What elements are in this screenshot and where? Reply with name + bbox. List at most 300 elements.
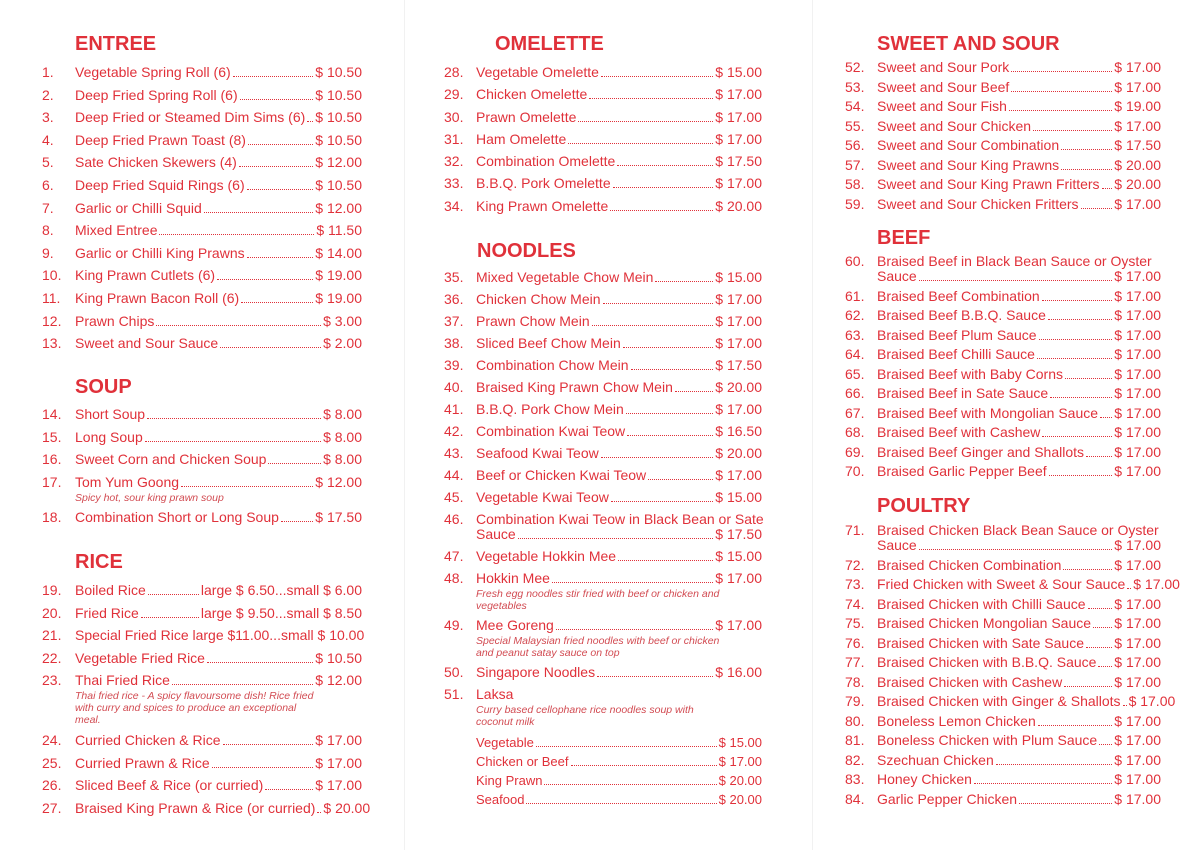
item-number: 8. <box>42 222 54 239</box>
item-number: 44. <box>444 467 464 483</box>
item-size-prices: large $ 9.50...small $ 8.50 <box>200 604 362 621</box>
item-name: King Prawn Cutlets (6) <box>75 267 216 284</box>
item-price: $ 19.00 <box>1114 98 1161 114</box>
item-name: Sweet and Sour Beef <box>877 78 1010 95</box>
item-number: 63. <box>845 326 865 343</box>
item-name: Braised Beef Plum Sauce <box>877 326 1037 343</box>
item-number: 67. <box>845 404 865 421</box>
item-number: 14. <box>42 406 62 422</box>
menu-item <box>42 87 362 104</box>
section-title-omelette: OMELETTE <box>495 33 604 55</box>
item-name: Sweet and Sour Pork <box>877 59 1010 75</box>
option-name: Seafood <box>476 792 525 807</box>
leader-dots <box>145 441 321 442</box>
item-price: $ 17.00 <box>715 108 762 125</box>
item-name: Mixed Vegetable Chow Mein <box>476 269 654 285</box>
leader-dots <box>1127 588 1131 589</box>
item-name-continued: Sauce <box>476 526 516 542</box>
entree-list <box>42 64 362 358</box>
beef-list <box>845 253 1161 483</box>
leader-dots <box>578 121 713 122</box>
leader-dots <box>241 302 313 303</box>
leader-dots <box>518 538 714 539</box>
leader-dots <box>1011 71 1112 72</box>
menu-item-line <box>845 98 1161 115</box>
item-name: Braised Chicken Combination <box>877 556 1062 573</box>
menu-item-line <box>444 379 762 396</box>
item-number: 77. <box>845 654 865 670</box>
item-name: Boneless Lemon Chicken <box>877 712 1036 729</box>
leader-dots <box>181 486 313 487</box>
item-number: 72. <box>845 556 865 573</box>
menu-item <box>42 267 362 284</box>
menu-item <box>845 59 1161 76</box>
leader-dots <box>1063 569 1112 570</box>
panel-fold-left <box>404 0 405 850</box>
leader-dots <box>631 369 714 370</box>
menu-item-line <box>42 313 362 330</box>
menu-item-line <box>845 176 1161 193</box>
item-name: Sliced Beef & Rice (or curried) <box>75 777 264 794</box>
item-price: $ 17.00 <box>1114 385 1161 401</box>
menu-item-line <box>444 617 762 634</box>
item-name: Laksa <box>476 686 514 702</box>
item-price: $ 17.00 <box>1114 117 1161 134</box>
leader-dots <box>1019 803 1112 804</box>
item-name-continued: Sauce <box>877 268 917 284</box>
item-number: 36. <box>444 291 464 307</box>
item-name: Braised Beef in Black Bean Sauce or Oyster <box>877 253 1152 269</box>
item-price: $ 20.00 <box>715 197 762 214</box>
menu-item-line <box>42 451 362 468</box>
menu-item-line <box>42 605 362 622</box>
menu-item <box>42 200 362 217</box>
item-price: $ 15.00 <box>715 269 762 285</box>
menu-item-line <box>444 64 762 81</box>
item-price: $ 10.50 <box>315 131 362 148</box>
menu-item-line <box>845 463 1161 480</box>
menu-item-line <box>42 222 362 239</box>
menu-item-line <box>444 131 762 148</box>
menu-item <box>42 406 362 423</box>
menu-item <box>42 582 362 599</box>
menu-item-line <box>444 313 762 330</box>
item-number: 62. <box>845 307 865 323</box>
item-number: 12. <box>42 312 62 329</box>
menu-item-line <box>845 327 1161 344</box>
leader-dots <box>1088 608 1113 609</box>
item-number: 17. <box>42 473 62 490</box>
option-price: $ 20.00 <box>718 792 762 807</box>
item-name: Braised Beef with Baby Corns <box>877 365 1063 382</box>
menu-item <box>845 385 1161 402</box>
item-name: Sweet and Sour Chicken Fritters <box>877 195 1079 212</box>
item-price: $ 12.00 <box>315 199 362 216</box>
menu-item <box>42 732 362 749</box>
section-title-noodles: NOODLES <box>477 240 576 262</box>
item-name: Vegetable Hokkin Mee <box>476 548 617 564</box>
item-name: Braised Chicken Mongolian Sauce <box>877 615 1092 631</box>
item-price: $ 17.00 <box>1114 59 1161 75</box>
item-number: 46. <box>444 511 464 527</box>
item-number: 38. <box>444 335 464 351</box>
menu-item-line <box>42 406 362 423</box>
item-name: Ham Omelette <box>476 130 567 147</box>
menu-item <box>444 86 762 103</box>
menu-item <box>444 335 762 352</box>
item-number: 58. <box>845 176 865 192</box>
item-name: King Prawn Bacon Roll (6) <box>75 289 240 306</box>
item-description: Spicy hot, sour king prawn soup <box>75 491 224 504</box>
menu-item-line <box>845 59 1161 76</box>
leader-dots <box>1064 686 1112 687</box>
leader-dots <box>996 764 1113 765</box>
leader-dots <box>1033 130 1112 131</box>
item-price: $ 15.00 <box>715 64 762 80</box>
item-number: 48. <box>444 570 464 586</box>
noodles-list <box>444 269 762 813</box>
leader-dots <box>1099 744 1112 745</box>
menu-item-line <box>42 509 362 526</box>
item-price: $ 8.00 <box>323 428 362 445</box>
item-name: Prawn Chow Mein <box>476 313 590 329</box>
menu-item-line <box>444 526 762 543</box>
item-number: 52. <box>845 59 865 75</box>
leader-dots <box>617 165 713 166</box>
item-name: Long Soup <box>75 428 143 445</box>
item-number: 24. <box>42 731 62 748</box>
leader-dots <box>1042 300 1113 301</box>
item-name: Sliced Beef Chow Mein <box>476 335 621 351</box>
menu-item-line <box>845 196 1161 213</box>
item-price: $ 17.00 <box>1114 615 1161 631</box>
item-price: $ 17.00 <box>1114 346 1161 362</box>
item-number: 5. <box>42 154 54 171</box>
menu-item <box>845 424 1161 441</box>
menu-item-line <box>845 713 1161 730</box>
menu-item-line <box>444 291 762 308</box>
leader-dots <box>610 210 713 211</box>
leader-dots <box>592 325 714 326</box>
item-price: $ 17.00 <box>715 175 762 192</box>
leader-dots <box>223 744 314 745</box>
item-price: $ 17.50 <box>315 509 362 526</box>
sweet-and-sour-list <box>845 59 1161 215</box>
item-name: Braised Chicken with B.B.Q. Sauce <box>877 654 1097 670</box>
menu-item-line <box>42 755 362 772</box>
item-description: Fresh egg noodles stir fried with beef or chicken and vegetables <box>476 588 720 612</box>
item-name: Curried Chicken & Rice <box>75 731 221 748</box>
item-price: $ 17.00 <box>715 313 762 329</box>
item-number: 45. <box>444 489 464 505</box>
menu-item <box>444 445 762 462</box>
leader-dots <box>526 803 716 804</box>
leader-dots <box>217 279 313 280</box>
menu-item-line <box>42 200 362 217</box>
menu-item <box>42 777 362 794</box>
item-name: Combination Kwai Teow <box>476 423 626 439</box>
menu-item-line <box>42 267 362 284</box>
item-number: 15. <box>42 428 62 445</box>
menu-item-line <box>444 357 762 374</box>
item-name: Braised Beef Chilli Sauce <box>877 346 1035 362</box>
leader-dots <box>623 347 714 348</box>
item-number: 30. <box>444 108 464 125</box>
menu-item <box>42 451 362 468</box>
item-price: $ 19.00 <box>315 289 362 306</box>
menu-item-line <box>444 401 762 418</box>
menu-item <box>42 335 362 352</box>
leader-dots <box>1011 91 1112 92</box>
item-name: Sweet and Sour Sauce <box>75 335 219 352</box>
item-number: 22. <box>42 649 62 666</box>
item-name: Deep Fried Spring Roll (6) <box>75 86 238 103</box>
menu-item-line <box>845 654 1161 671</box>
menu-item-line <box>42 650 362 667</box>
item-name: Braised Beef Combination <box>877 287 1040 304</box>
menu-item <box>444 153 762 170</box>
menu-item-line <box>845 732 1161 749</box>
leader-dots <box>1102 188 1113 189</box>
menu-item-line <box>845 537 1161 554</box>
item-number: 4. <box>42 131 54 148</box>
leader-dots <box>568 143 713 144</box>
item-name-continued: Sauce <box>877 537 917 553</box>
laksa-option <box>476 789 762 808</box>
item-price: $ 10.50 <box>315 649 362 666</box>
menu-item <box>845 771 1161 788</box>
item-number: 6. <box>42 176 54 193</box>
section-title-poultry: POULTRY <box>877 495 971 517</box>
item-name: Garlic or Chilli King Prawns <box>75 244 245 261</box>
item-price: $ 17.00 <box>1114 732 1161 748</box>
leader-dots <box>556 629 713 630</box>
item-number: 13. <box>42 335 62 352</box>
item-price: $ 17.00 <box>715 401 762 417</box>
item-name: Vegetable Fried Rice <box>75 649 205 666</box>
menu-item <box>845 463 1161 480</box>
leader-dots <box>627 435 713 436</box>
section-title-entree: ENTREE <box>75 33 157 55</box>
menu-item-line <box>845 791 1161 808</box>
menu-item <box>845 596 1161 613</box>
menu-item <box>845 522 1161 554</box>
menu-item <box>845 327 1161 344</box>
menu-item-line <box>845 752 1161 769</box>
menu-item <box>845 288 1161 305</box>
item-number: 26. <box>42 777 62 794</box>
menu-item <box>444 109 762 126</box>
item-price: $ 3.00 <box>323 312 362 329</box>
menu-item <box>42 672 362 726</box>
menu-item-line <box>845 615 1161 632</box>
item-number: 9. <box>42 244 54 261</box>
menu-item-line <box>845 596 1161 613</box>
item-name: B.B.Q. Pork Chow Mein <box>476 401 624 417</box>
item-name: B.B.Q. Pork Omelette <box>476 175 611 192</box>
item-size-prices: large $ 6.50...small $ 6.00 <box>200 582 362 598</box>
item-number: 11. <box>42 289 61 306</box>
panel-fold-right <box>812 0 813 850</box>
item-name: Fried Rice <box>75 604 139 621</box>
menu-item-line <box>845 157 1161 174</box>
item-price: $ 17.00 <box>715 335 762 351</box>
menu-item <box>845 693 1176 710</box>
option-name: Chicken or Beef <box>476 754 569 769</box>
item-name: Prawn Chips <box>75 312 155 329</box>
item-number: 37. <box>444 313 464 329</box>
leader-dots <box>611 501 713 502</box>
leader-dots <box>240 99 314 100</box>
item-name: Chicken Chow Mein <box>476 291 601 307</box>
item-number: 54. <box>845 98 865 114</box>
item-name: Combination Kwai Teow in Black Bean or Sate <box>476 511 764 527</box>
item-price: $ 11.50 <box>316 222 362 239</box>
laksa-option <box>476 770 762 789</box>
leader-dots <box>1037 358 1112 359</box>
item-name: Braised Chicken Black Bean Sauce or Oyster <box>877 522 1159 538</box>
section-title-soup: SOUP <box>75 376 132 398</box>
section-title-rice: RICE <box>75 551 123 573</box>
menu-item-line <box>845 693 1176 710</box>
menu-item-line <box>444 489 762 506</box>
leader-dots <box>552 582 713 583</box>
item-number: 49. <box>444 617 464 633</box>
item-price: $ 17.00 <box>315 777 362 794</box>
menu-item <box>845 654 1161 671</box>
leader-dots <box>147 418 321 419</box>
item-number: 23. <box>42 672 62 689</box>
item-number: 29. <box>444 86 464 103</box>
menu-item <box>845 307 1161 324</box>
item-price: $ 10.50 <box>315 176 362 193</box>
item-price: $ 20.00 <box>1114 176 1161 192</box>
menu-item-line <box>845 385 1161 402</box>
menu-item <box>845 444 1161 461</box>
menu-item <box>42 222 362 239</box>
menu-item-line <box>444 109 762 126</box>
item-name: Deep Fried or Steamed Dim Sims (6) <box>75 109 306 126</box>
item-number: 68. <box>845 424 865 440</box>
item-number: 20. <box>42 604 62 621</box>
leader-dots <box>626 413 713 414</box>
menu-item-line <box>845 118 1161 135</box>
menu-item <box>444 467 762 484</box>
menu-item-line <box>444 570 762 587</box>
menu-item <box>444 198 762 215</box>
item-price: $ 17.00 <box>315 754 362 771</box>
item-name: Sweet and Sour Combination <box>877 137 1060 153</box>
item-number: 76. <box>845 634 865 651</box>
leader-dots <box>1061 149 1112 150</box>
item-name: Hokkin Mee <box>476 570 550 586</box>
menu-item <box>845 615 1161 632</box>
menu-item <box>845 713 1161 730</box>
item-number: 35. <box>444 269 464 285</box>
item-description: Thai fried rice - A spicy flavoursome dish! Rice fried with curry and spices to produce an exceptional meal. <box>75 690 314 727</box>
menu-item <box>845 196 1161 213</box>
item-name: Braised Beef Ginger and Shallots <box>877 443 1085 460</box>
item-price: $ 17.00 <box>715 467 762 483</box>
menu-item <box>845 118 1161 135</box>
item-price: $ 15.00 <box>715 489 762 505</box>
item-number: 41. <box>444 401 464 417</box>
menu-item-line <box>42 64 362 81</box>
item-price: $ 17.00 <box>1114 365 1161 382</box>
leader-dots <box>1042 436 1112 437</box>
item-name: Mee Goreng <box>476 617 554 633</box>
menu-item-line <box>444 153 762 170</box>
leader-dots <box>1093 627 1112 628</box>
leader-dots <box>919 549 1113 550</box>
item-number: 75. <box>845 615 865 631</box>
item-name: Garlic or Chilli Squid <box>75 199 202 216</box>
item-name: Combination Omelette <box>476 153 616 170</box>
menu-item-line <box>845 346 1161 363</box>
item-price: $ 17.00 <box>1114 712 1161 729</box>
menu-item-line <box>42 154 362 171</box>
menu-item-line <box>444 467 762 484</box>
item-name: Braised Beef with Cashew <box>877 424 1041 440</box>
menu-item-line <box>845 557 1161 574</box>
item-name: Braised Chicken with Cashew <box>877 673 1063 690</box>
menu-item <box>42 474 362 504</box>
item-number: 31. <box>444 130 464 147</box>
rice-list <box>42 582 371 822</box>
item-number: 59. <box>845 195 865 212</box>
item-name: Braised Beef with Mongolian Sauce <box>877 404 1099 421</box>
menu-item-line <box>845 444 1161 461</box>
item-number: 57. <box>845 156 865 173</box>
leader-dots <box>281 521 313 522</box>
item-name: Vegetable Spring Roll (6) <box>75 64 231 80</box>
item-price: $ 17.00 <box>1114 404 1161 421</box>
leader-dots <box>248 144 313 145</box>
leader-dots <box>148 594 199 595</box>
item-number: 16. <box>42 451 62 468</box>
leader-dots <box>589 98 713 99</box>
menu-item <box>845 137 1161 154</box>
leader-dots <box>601 457 714 458</box>
menu-item-line <box>845 576 1180 593</box>
menu-item <box>444 357 762 374</box>
item-name: Mixed Entree <box>75 222 158 239</box>
menu-item <box>444 423 762 440</box>
leader-dots <box>1050 397 1112 398</box>
menu-item <box>42 650 362 667</box>
leader-dots <box>247 189 314 190</box>
item-price: $ 14.00 <box>315 244 362 261</box>
menu-item-line <box>42 732 362 749</box>
item-name: Beef or Chicken Kwai Teow <box>476 467 647 483</box>
leader-dots <box>233 76 314 77</box>
menu-item <box>845 732 1161 749</box>
item-number: 66. <box>845 385 865 401</box>
item-price: $ 16.50 <box>715 423 762 439</box>
menu-item-line <box>444 548 762 565</box>
item-price: $ 17.00 <box>1114 268 1161 284</box>
menu-item-line <box>845 771 1161 788</box>
menu-item <box>42 799 371 817</box>
item-number: 56. <box>845 137 865 153</box>
item-price: $ 10.50 <box>315 109 362 126</box>
item-price: $ 8.00 <box>323 406 362 422</box>
section-title-sweet-and-sour: SWEET AND SOUR <box>877 33 1060 55</box>
menu-item-line <box>444 86 762 103</box>
menu-item-line <box>444 175 762 192</box>
item-price: $ 17.50 <box>715 357 762 373</box>
item-number: 43. <box>444 445 464 461</box>
